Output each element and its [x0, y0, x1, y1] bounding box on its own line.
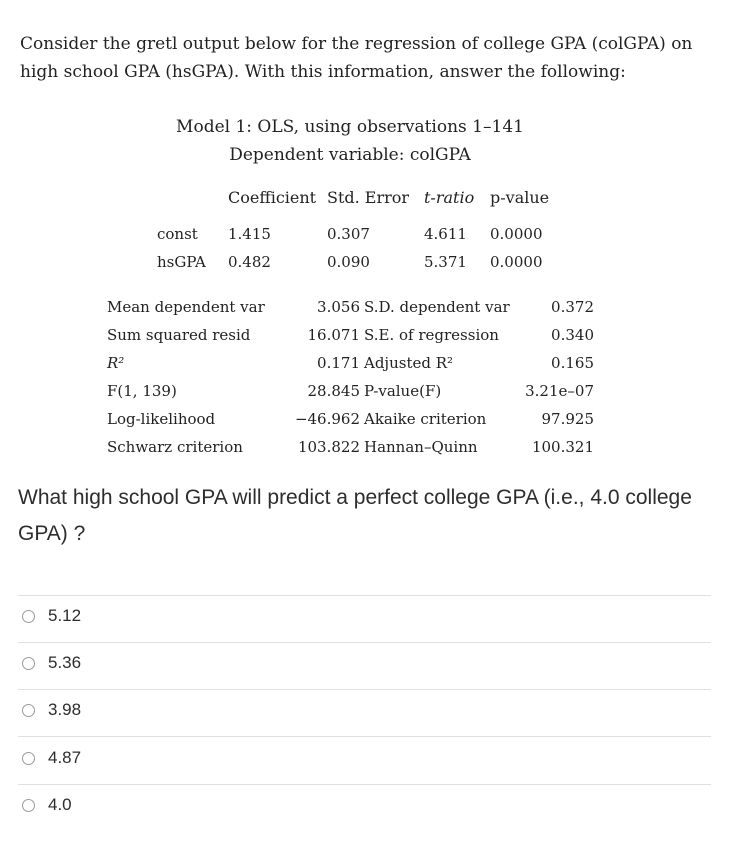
coef-value: 0.482	[228, 253, 271, 271]
stat-label: F(1, 139)	[107, 382, 177, 400]
stat-value: 16.071	[307, 326, 360, 344]
t-ratio-value: 5.371	[424, 253, 467, 271]
answer-option-label: 4.0	[48, 795, 72, 814]
stat-value: 97.925	[541, 410, 594, 428]
answer-option-label: 4.87	[48, 748, 82, 767]
stat-value: 28.845	[307, 382, 360, 400]
header-coefficient: Coefficient	[228, 188, 317, 207]
stat-label: S.D. dependent var	[364, 298, 510, 316]
stat-value: 0.171	[317, 354, 360, 372]
radio-button[interactable]	[22, 704, 35, 717]
stat-label: Mean dependent var	[107, 298, 265, 316]
stat-label: Sum squared resid	[107, 326, 251, 344]
question-text: What high school GPA will predict a perfect college GPA (i.e., 4.0 college GPA) ?	[18, 486, 692, 545]
stat-label: S.E. of regression	[364, 326, 499, 344]
stat-label: P-value(F)	[364, 382, 442, 400]
divider	[18, 736, 711, 737]
dependent-variable: Dependent variable: colGPA	[229, 145, 471, 165]
radio-button[interactable]	[22, 752, 35, 765]
std-error-value: 0.307	[327, 225, 370, 243]
answer-option[interactable]	[22, 698, 81, 722]
stat-label: R²	[107, 354, 125, 372]
stat-value: 103.822	[297, 438, 360, 456]
stat-value: −46.962	[294, 410, 360, 428]
answer-option[interactable]	[22, 604, 81, 628]
answer-option[interactable]	[22, 746, 81, 770]
answer-option-label: 3.98	[48, 700, 82, 719]
answer-option-label: 5.12	[48, 606, 82, 625]
stat-label: Log-likelihood	[107, 410, 216, 428]
stat-label: Akaike criterion	[364, 410, 487, 428]
stat-value: 3.21e–07	[525, 382, 594, 400]
coef-row-name: const	[157, 225, 198, 243]
model-title: Model 1: OLS, using observations 1–141	[176, 117, 524, 137]
stat-value: 100.321	[531, 438, 594, 456]
answer-option-label: 5.36	[48, 653, 82, 672]
stat-value: 0.340	[551, 326, 594, 344]
stat-label: Hannan–Quinn	[364, 438, 478, 456]
header-std-error: Std. Error	[327, 188, 410, 207]
stat-value: 0.372	[551, 298, 594, 316]
intro-text: Consider the gretl output below for the regression of college GPA (colGPA) on high school GPA (hsGPA). With this information, answer the following:	[20, 34, 693, 82]
p-value-value: 0.0000	[490, 225, 543, 243]
std-error-value: 0.090	[327, 253, 370, 271]
radio-button[interactable]	[22, 657, 35, 670]
radio-button[interactable]	[22, 799, 35, 812]
header-p-value: p-value	[490, 188, 550, 207]
header-t-ratio: t-ratio	[424, 188, 475, 207]
stat-label: Schwarz criterion	[107, 438, 243, 456]
coef-row-name: hsGPA	[157, 253, 206, 271]
p-value-value: 0.0000	[490, 253, 543, 271]
coef-value: 1.415	[228, 225, 271, 243]
divider	[18, 642, 711, 643]
stat-value: 3.056	[317, 298, 360, 316]
stat-label: Adjusted R²	[364, 354, 454, 372]
divider	[18, 595, 711, 596]
answer-option[interactable]	[22, 793, 72, 817]
divider	[18, 784, 711, 785]
divider	[18, 689, 711, 690]
answer-option[interactable]	[22, 651, 81, 675]
stat-value: 0.165	[551, 354, 594, 372]
radio-button[interactable]	[22, 610, 35, 623]
t-ratio-value: 4.611	[424, 225, 467, 243]
